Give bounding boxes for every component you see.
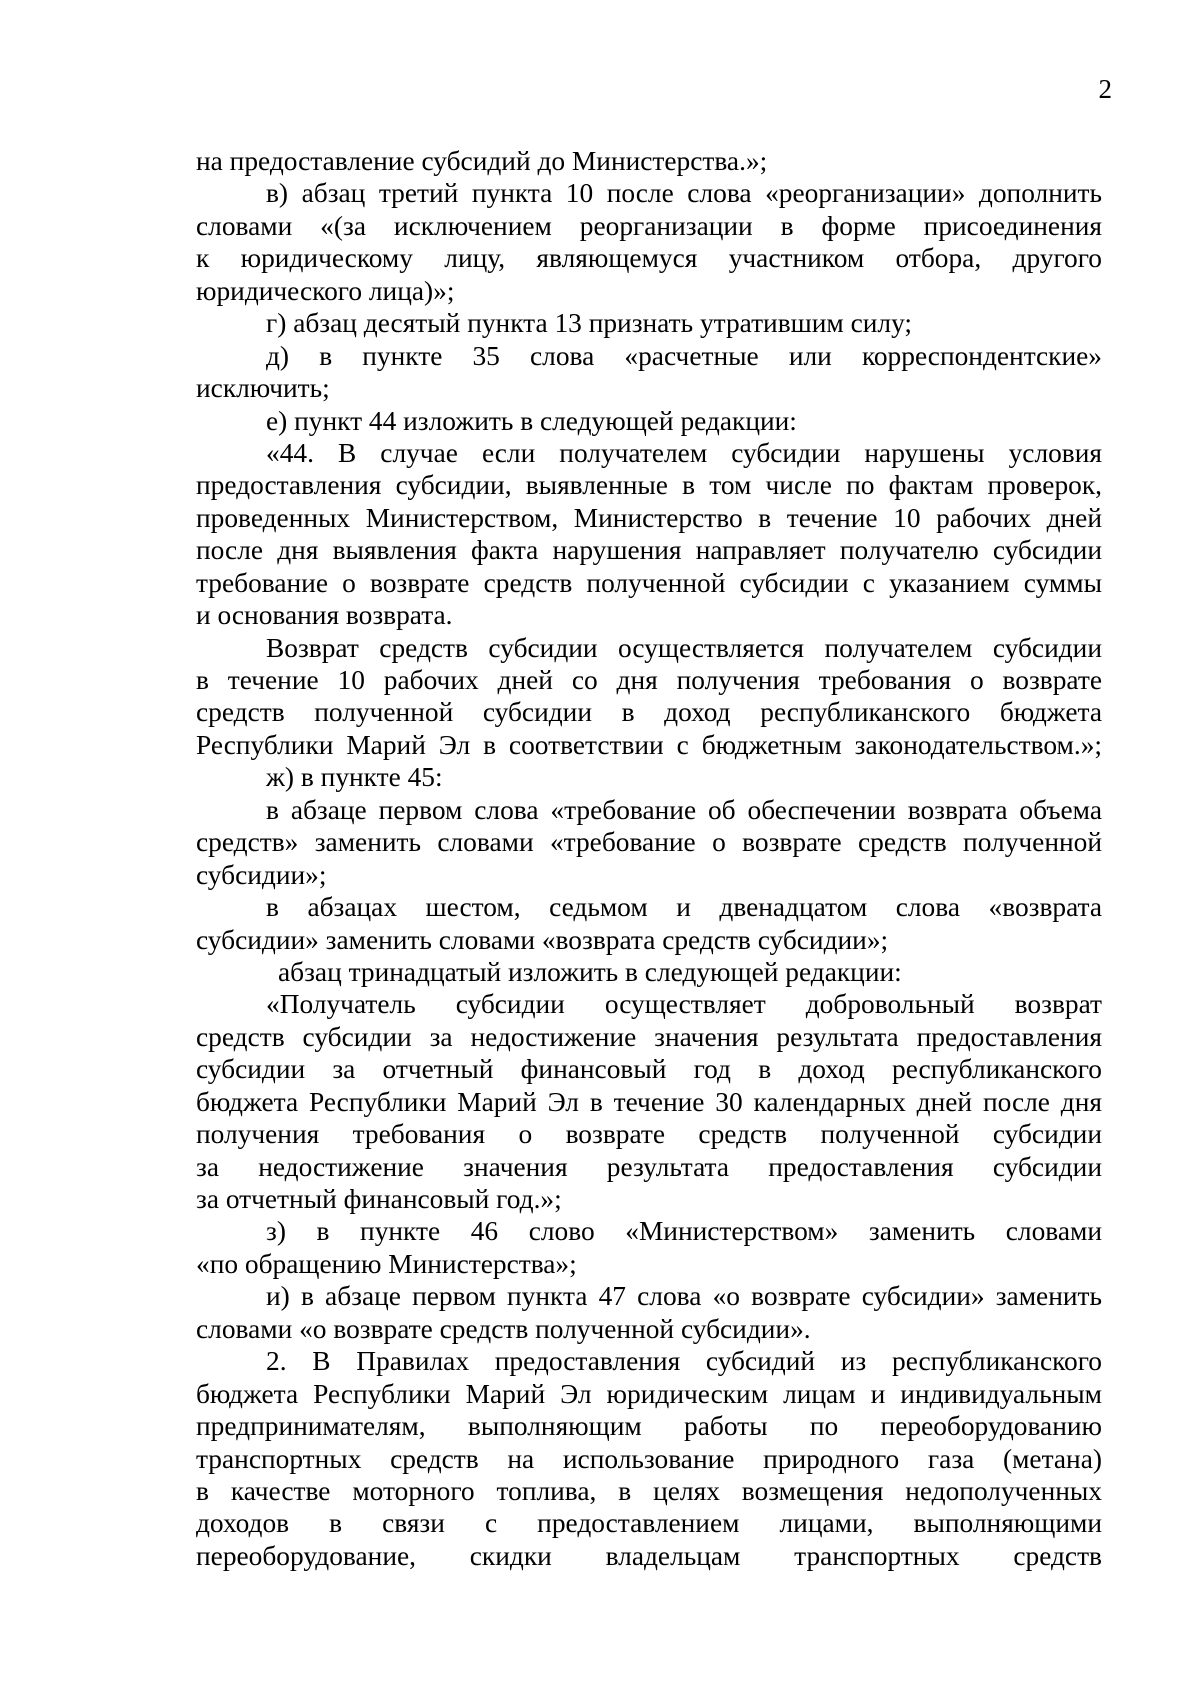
text-line: субсидии» заменить словами «возврата средств субсидии»; bbox=[196, 924, 889, 955]
text-line: требование о возврате средств полученной субсидии с указанием суммы bbox=[196, 567, 1102, 598]
text-line: к юридическому лицу, являющемуся участником отбора, другого bbox=[196, 243, 1102, 274]
text-line: проведенных Министерством, Министерство в течение 10 рабочих дней bbox=[196, 502, 1102, 533]
text-line: абзац тринадцатый изложить в следующей редакции: bbox=[278, 956, 902, 987]
text-line: е) пункт 44 изложить в следующей редакции: bbox=[266, 405, 797, 436]
text-line: бюджета Республики Марий Эл юридическим лицам и индивидуальным bbox=[196, 1378, 1102, 1409]
text-line: исключить; bbox=[196, 373, 330, 404]
text-line: доходов в связи с предоставлением лицами, выполняющими bbox=[196, 1508, 1102, 1539]
document-body bbox=[196, 145, 1102, 1572]
text-line: средств» заменить словами «требование о возврате средств полученной bbox=[196, 827, 1102, 858]
text-line: на предоставление субсидий до Министерства.»; bbox=[196, 146, 768, 176]
text-line: бюджета Республики Марий Эл в течение 30 календарных дней после дня bbox=[196, 1086, 1102, 1117]
text-line: «Получатель субсидии осуществляет добровольный возврат bbox=[266, 989, 1102, 1020]
text-line: в качестве моторного топлива, в целях возмещения недополученных bbox=[196, 1475, 1102, 1506]
text-line: г) абзац десятый пункта 13 признать утратившим силу; bbox=[266, 308, 913, 339]
text-line: переоборудование, скидки владельцам транспортных средств bbox=[196, 1540, 1102, 1571]
text-line: в абзацах шестом, седьмом и двенадцатом слова «возврата bbox=[266, 892, 1102, 923]
text-line: юридического лица)»; bbox=[196, 275, 455, 306]
page-number: 2 bbox=[1098, 74, 1112, 104]
text-line: за отчетный финансовый год.»; bbox=[196, 1184, 562, 1214]
text-line: словами «(за исключением реорганизации в форме присоединения bbox=[196, 210, 1102, 241]
text-line: после дня выявления факта нарушения направляет получателю субсидии bbox=[196, 535, 1102, 566]
text-line: за недостижение значения результата предоставления субсидии bbox=[196, 1151, 1102, 1182]
text-line: транспортных средств на использование природного газа (метана) bbox=[196, 1443, 1102, 1474]
text-line: д) в пункте 35 слова «расчетные или корреспондентские» bbox=[266, 340, 1102, 371]
text-line: «по обращению Министерства»; bbox=[196, 1248, 577, 1279]
text-line: в) абзац третий пункта 10 после слова «реорганизации» дополнить bbox=[266, 178, 1102, 209]
text-line: предоставления субсидии, выявленные в том числе по фактам проверок, bbox=[196, 470, 1102, 501]
text-line: и основания возврата. bbox=[196, 600, 453, 631]
text-line: средств полученной субсидии в доход республиканского бюджета bbox=[196, 697, 1102, 728]
text-line: в абзаце первом слова «требование об обеспечении возврата объема bbox=[266, 794, 1102, 825]
text-line: Республики Марий Эл в соответствии с бюджетным законодательством.»; bbox=[196, 729, 1102, 760]
text-line: в течение 10 рабочих дней со дня получения требования о возврате bbox=[196, 665, 1102, 695]
text-line: предпринимателям, выполняющим работы по переоборудованию bbox=[196, 1411, 1102, 1442]
text-line: Возврат средств субсидии осуществляется получателем субсидии bbox=[266, 632, 1102, 663]
text-line: субсидии»; bbox=[196, 859, 327, 890]
text-line: словами «о возврате средств полученной субсидии». bbox=[196, 1313, 811, 1344]
text-line: средств субсидии за недостижение значения результата предоставления bbox=[196, 1021, 1102, 1052]
text-line: 2. В Правилах предоставления субсидий из республиканского bbox=[266, 1346, 1102, 1377]
text-line: ж) в пункте 45: bbox=[266, 762, 443, 793]
text-line: субсидии за отчетный финансовый год в доход республиканского bbox=[196, 1054, 1102, 1085]
text-line: и) в абзаце первом пункта 47 слова «о возврате субсидии» заменить bbox=[266, 1281, 1102, 1312]
text-line: «44. В случае если получателем субсидии нарушены условия bbox=[266, 437, 1102, 468]
text-line: з) в пункте 46 слово «Министерством» заменить словами bbox=[266, 1216, 1102, 1247]
text-line: получения требования о возврате средств полученной субсидии bbox=[196, 1119, 1102, 1150]
